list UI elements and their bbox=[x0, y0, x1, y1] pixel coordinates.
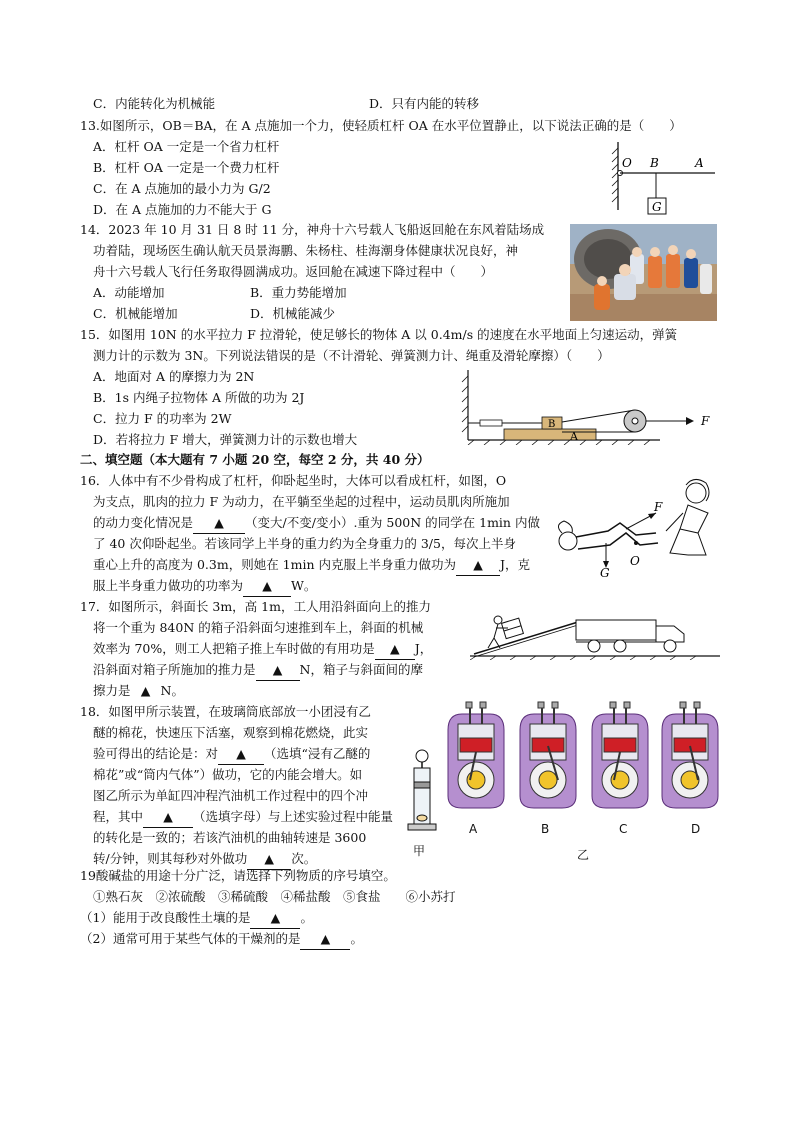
q17-blank-3[interactable]: ▲ bbox=[140, 683, 151, 698]
q17-line-5: 擦力是 ▲ N。 bbox=[93, 681, 184, 701]
q18-line-7: 的转化是一致的；若该汽油机的曲轴转速是 3600 bbox=[93, 830, 367, 845]
q15-option-a: A．地面对 A 的摩擦力为 2N bbox=[93, 369, 255, 384]
q18-blank-3[interactable]: ▲ bbox=[247, 849, 291, 870]
astronaut-photo bbox=[570, 224, 717, 321]
q14-option-b: B．重力势能增加 bbox=[250, 285, 347, 300]
pulley-label-b: B bbox=[548, 419, 556, 430]
pulley-label-f: F bbox=[701, 414, 710, 428]
lever-label-o: O bbox=[622, 156, 632, 170]
q13-option-c: C．在 A 点施加的最小力为 G/2 bbox=[93, 181, 271, 196]
engine-label-d: D bbox=[691, 822, 701, 836]
q17-line-2: 将一个重为 840N 的箱子沿斜面匀速推到车上，斜面的机械 bbox=[93, 620, 424, 635]
pulley-label-a: A bbox=[570, 430, 578, 443]
section-2-heading: 二、填空题（本大题有 7 小题 20 空，每空 2 分，共 40 分） bbox=[80, 452, 430, 467]
q16-line-5: 重心上升的高度为 0.3m，则她在 1min 内克服上半身重力做功为 ▲ J，克 bbox=[93, 555, 530, 576]
q19-blank-1[interactable]: ▲ bbox=[250, 908, 300, 929]
q15-option-c: C．拉力 F 的功率为 2W bbox=[93, 411, 232, 426]
q18-line-6: 程，其中 ▲ （选填字母）与上述实验过程中能量 bbox=[93, 807, 393, 828]
q13-option-b: B．杠杆 OA 一定是一个费力杠杆 bbox=[93, 160, 280, 175]
q17-line-3: 效率为 70%，则工人把箱子推上车时做的有用功是 ▲ J， bbox=[93, 639, 432, 660]
q14-option-c: C．机械能增加 bbox=[93, 306, 178, 321]
q13-option-a: A．杠杆 OA 一定是一个省力杠杆 bbox=[93, 139, 280, 154]
q18-line-4: 棉花”或“筒内气体”）做功，它的内能会增大。如 bbox=[93, 767, 363, 782]
q17-line-1: 17．如图所示，斜面长 3m，高 1m，工人用沿斜面向上的推力 bbox=[80, 599, 431, 614]
q13-option-d: D．在 A 点施加的力不能大于 G bbox=[93, 202, 272, 217]
q16-line-1: 16．人体中有不少骨构成了杠杆，仰卧起坐时，大体可以看成杠杆，如图，O bbox=[80, 473, 507, 488]
q17-line-4: 沿斜面对箱子所施加的推力是 ▲ N，箱子与斜面间的摩 bbox=[93, 660, 423, 681]
q18-blank-1[interactable]: ▲ bbox=[218, 744, 264, 765]
pulley-figure bbox=[460, 370, 720, 445]
situp-label-o: O bbox=[630, 554, 640, 568]
engine-label-b: B bbox=[541, 822, 550, 836]
q14-line-3: 舟十六号载人飞行任务取得圆满成功。返回舱在减速下降过程中（ ） bbox=[93, 264, 494, 279]
q16-blank-3[interactable]: ▲ bbox=[243, 576, 291, 597]
q17-blank-1[interactable]: ▲ bbox=[375, 639, 415, 660]
q19-options: ①熟石灰 ②浓硫酸 ③稀硫酸 ④稀盐酸 ⑤食盐 ⑥小苏打 bbox=[93, 889, 456, 904]
engine-strokes-figure bbox=[440, 700, 725, 820]
q15-option-b: B．1s 内绳子拉物体 A 所做的功为 2J bbox=[93, 390, 305, 405]
lever-label-g: G bbox=[652, 200, 662, 214]
engine-label-a: A bbox=[469, 822, 478, 836]
q16-line-3: 的动力变化情况是 ▲ （变大/不变/变小）.重为 500N 的同学在 1min 内做 bbox=[93, 513, 540, 534]
situp-label-g: G bbox=[600, 566, 610, 578]
q16-line-6: 服上半身重力做功的功率为 ▲ W。 bbox=[93, 576, 316, 597]
q12-option-d: D．只有内能的转移 bbox=[369, 96, 480, 111]
q16-line-4: 了 40 次仰卧起坐。若该同学上半身的重力约为全身重力的 3/5，每次上半身 bbox=[93, 536, 516, 551]
figure-label-yi: 乙 bbox=[577, 848, 590, 862]
q18-line-8: 转/分钟，则其每秒对外做功 ▲ 次。 bbox=[93, 849, 316, 870]
q19-part-2: （2）通常可用于某些气体的干燥剂的是 ▲ 。 bbox=[80, 929, 363, 950]
q17-blank-2[interactable]: ▲ bbox=[256, 660, 300, 681]
q16-blank-1[interactable]: ▲ bbox=[193, 513, 245, 534]
lever-label-b: B bbox=[650, 156, 659, 170]
q14-option-a: A．动能增加 bbox=[93, 285, 165, 300]
q14-line-2: 功着陆，现场医生确认航天员景海鹏、朱杨柱、桂海潮身体健康状况良好，神 bbox=[93, 243, 519, 258]
q18-line-1: 18．如图甲所示装置，在玻璃筒底部放一小团浸有乙 bbox=[80, 704, 371, 719]
engine-label-c: C bbox=[619, 822, 628, 836]
figure-label-jia: 甲 bbox=[413, 844, 426, 858]
q15-line-1: 15．如图用 10N 的水平拉力 F 拉滑轮，使足够长的物体 A 以 0.4m/s 的速度在水平地面上匀速运动，弹簧 bbox=[80, 327, 678, 342]
q19-stem: 19酸碱盐的用途十分广泛，请选择下列物质的序号填空。 bbox=[80, 868, 396, 883]
lever-label-a: A bbox=[695, 156, 704, 170]
ramp-truck-figure bbox=[470, 598, 720, 660]
piston-apparatus-figure bbox=[404, 748, 440, 834]
q19-part-1: （1）能用于改良酸性土壤的是 ▲ 。 bbox=[80, 908, 313, 929]
q15-option-d: D．若将拉力 F 增大，弹簧测力计的示数也增大 bbox=[93, 432, 358, 447]
q16-blank-2[interactable]: ▲ bbox=[456, 555, 500, 576]
situp-label-f: F bbox=[654, 500, 663, 514]
q14-line-1: 14．2023 年 10 月 31 日 8 时 11 分，神舟十六号载人飞船返回舱在东风着陆场成 bbox=[80, 222, 545, 237]
q18-line-3: 验可得出的结论是：对 ▲ （选填“浸有乙醚的 bbox=[93, 744, 370, 765]
q12-option-c: C．内能转化为机械能 bbox=[93, 96, 216, 111]
q14-option-d: D．机械能减少 bbox=[250, 306, 336, 321]
q18-line-2: 醚的棉花，快速压下活塞，观察到棉花燃烧，此实 bbox=[93, 725, 369, 740]
q15-line-2: 测力计的示数为 3N。下列说法错误的是（不计滑轮、弹簧测力计、绳重及滑轮摩擦）（ ） bbox=[93, 348, 610, 363]
q16-line-2: 为支点，肌肉的拉力 F 为动力，在平躺至坐起的过程中，运动员肌肉所施加 bbox=[93, 494, 510, 509]
q13-stem: 13.如图所示，OB＝BA，在 A 点施加一个力，使轻质杠杆 OA 在水平位置静止，以下说法正确的是（ ） bbox=[80, 118, 682, 133]
q18-blank-2[interactable]: ▲ bbox=[143, 807, 193, 828]
situp-figure bbox=[548, 473, 723, 578]
lever-figure bbox=[600, 140, 720, 220]
q19-blank-2[interactable]: ▲ bbox=[300, 929, 350, 950]
q18-line-5: 图乙所示为单缸四冲程汽油机工作过程中的四个冲 bbox=[93, 788, 369, 803]
